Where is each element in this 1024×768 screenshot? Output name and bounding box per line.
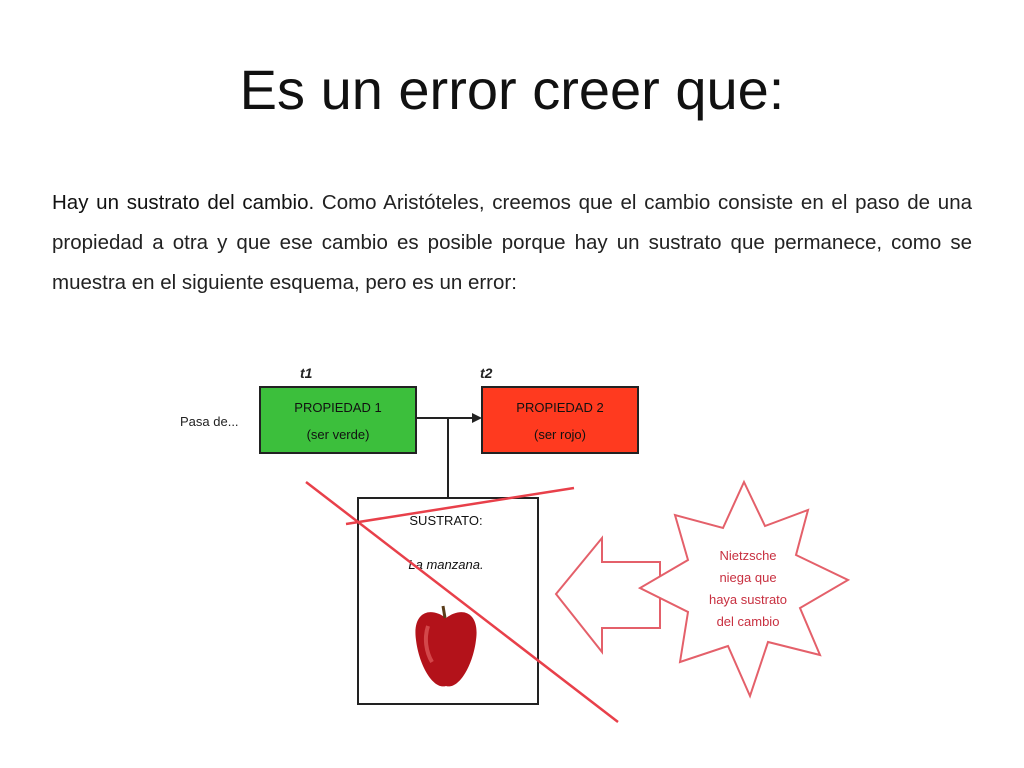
nietzsche-star — [640, 482, 848, 696]
label-t2: t2 — [480, 365, 493, 381]
slide-title: Es un error creer que: — [239, 58, 785, 121]
body-text: Como Aristóteles, creemos que el cambio consiste en el paso de una propiedad a otra y que ese cambio es posible porque hay un sustrato que permanece, como se muestra en el siguiente esquema, pero es un error: — [52, 191, 972, 294]
substrate-title: SUSTRATO: — [409, 513, 483, 528]
substrate-value: La manzana. — [408, 557, 484, 572]
property-1-title: PROPIEDAD 1 — [294, 400, 382, 415]
star-text-line-3: haya sustrato — [708, 592, 788, 607]
star-text-line-1: Nietzsche — [719, 548, 777, 563]
property-2-value: (ser rojo) — [533, 427, 587, 442]
star-text-line-4: del cambio — [716, 614, 780, 629]
transition-arrow — [416, 413, 482, 498]
property-1-box — [260, 387, 416, 453]
star-text-line-2: niega que — [719, 570, 777, 585]
property-2-title: PROPIEDAD 2 — [516, 400, 604, 415]
property-1-value: (ser verde) — [306, 427, 370, 442]
left-arrow-shape — [556, 538, 660, 652]
label-pasa-de: Pasa de... — [180, 414, 239, 429]
body-paragraph — [52, 183, 972, 303]
lead-phrase: Hay un sustrato del cambio. — [52, 191, 315, 214]
property-2-box — [482, 387, 638, 453]
change-diagram — [140, 350, 880, 730]
label-t1: t1 — [300, 365, 313, 381]
